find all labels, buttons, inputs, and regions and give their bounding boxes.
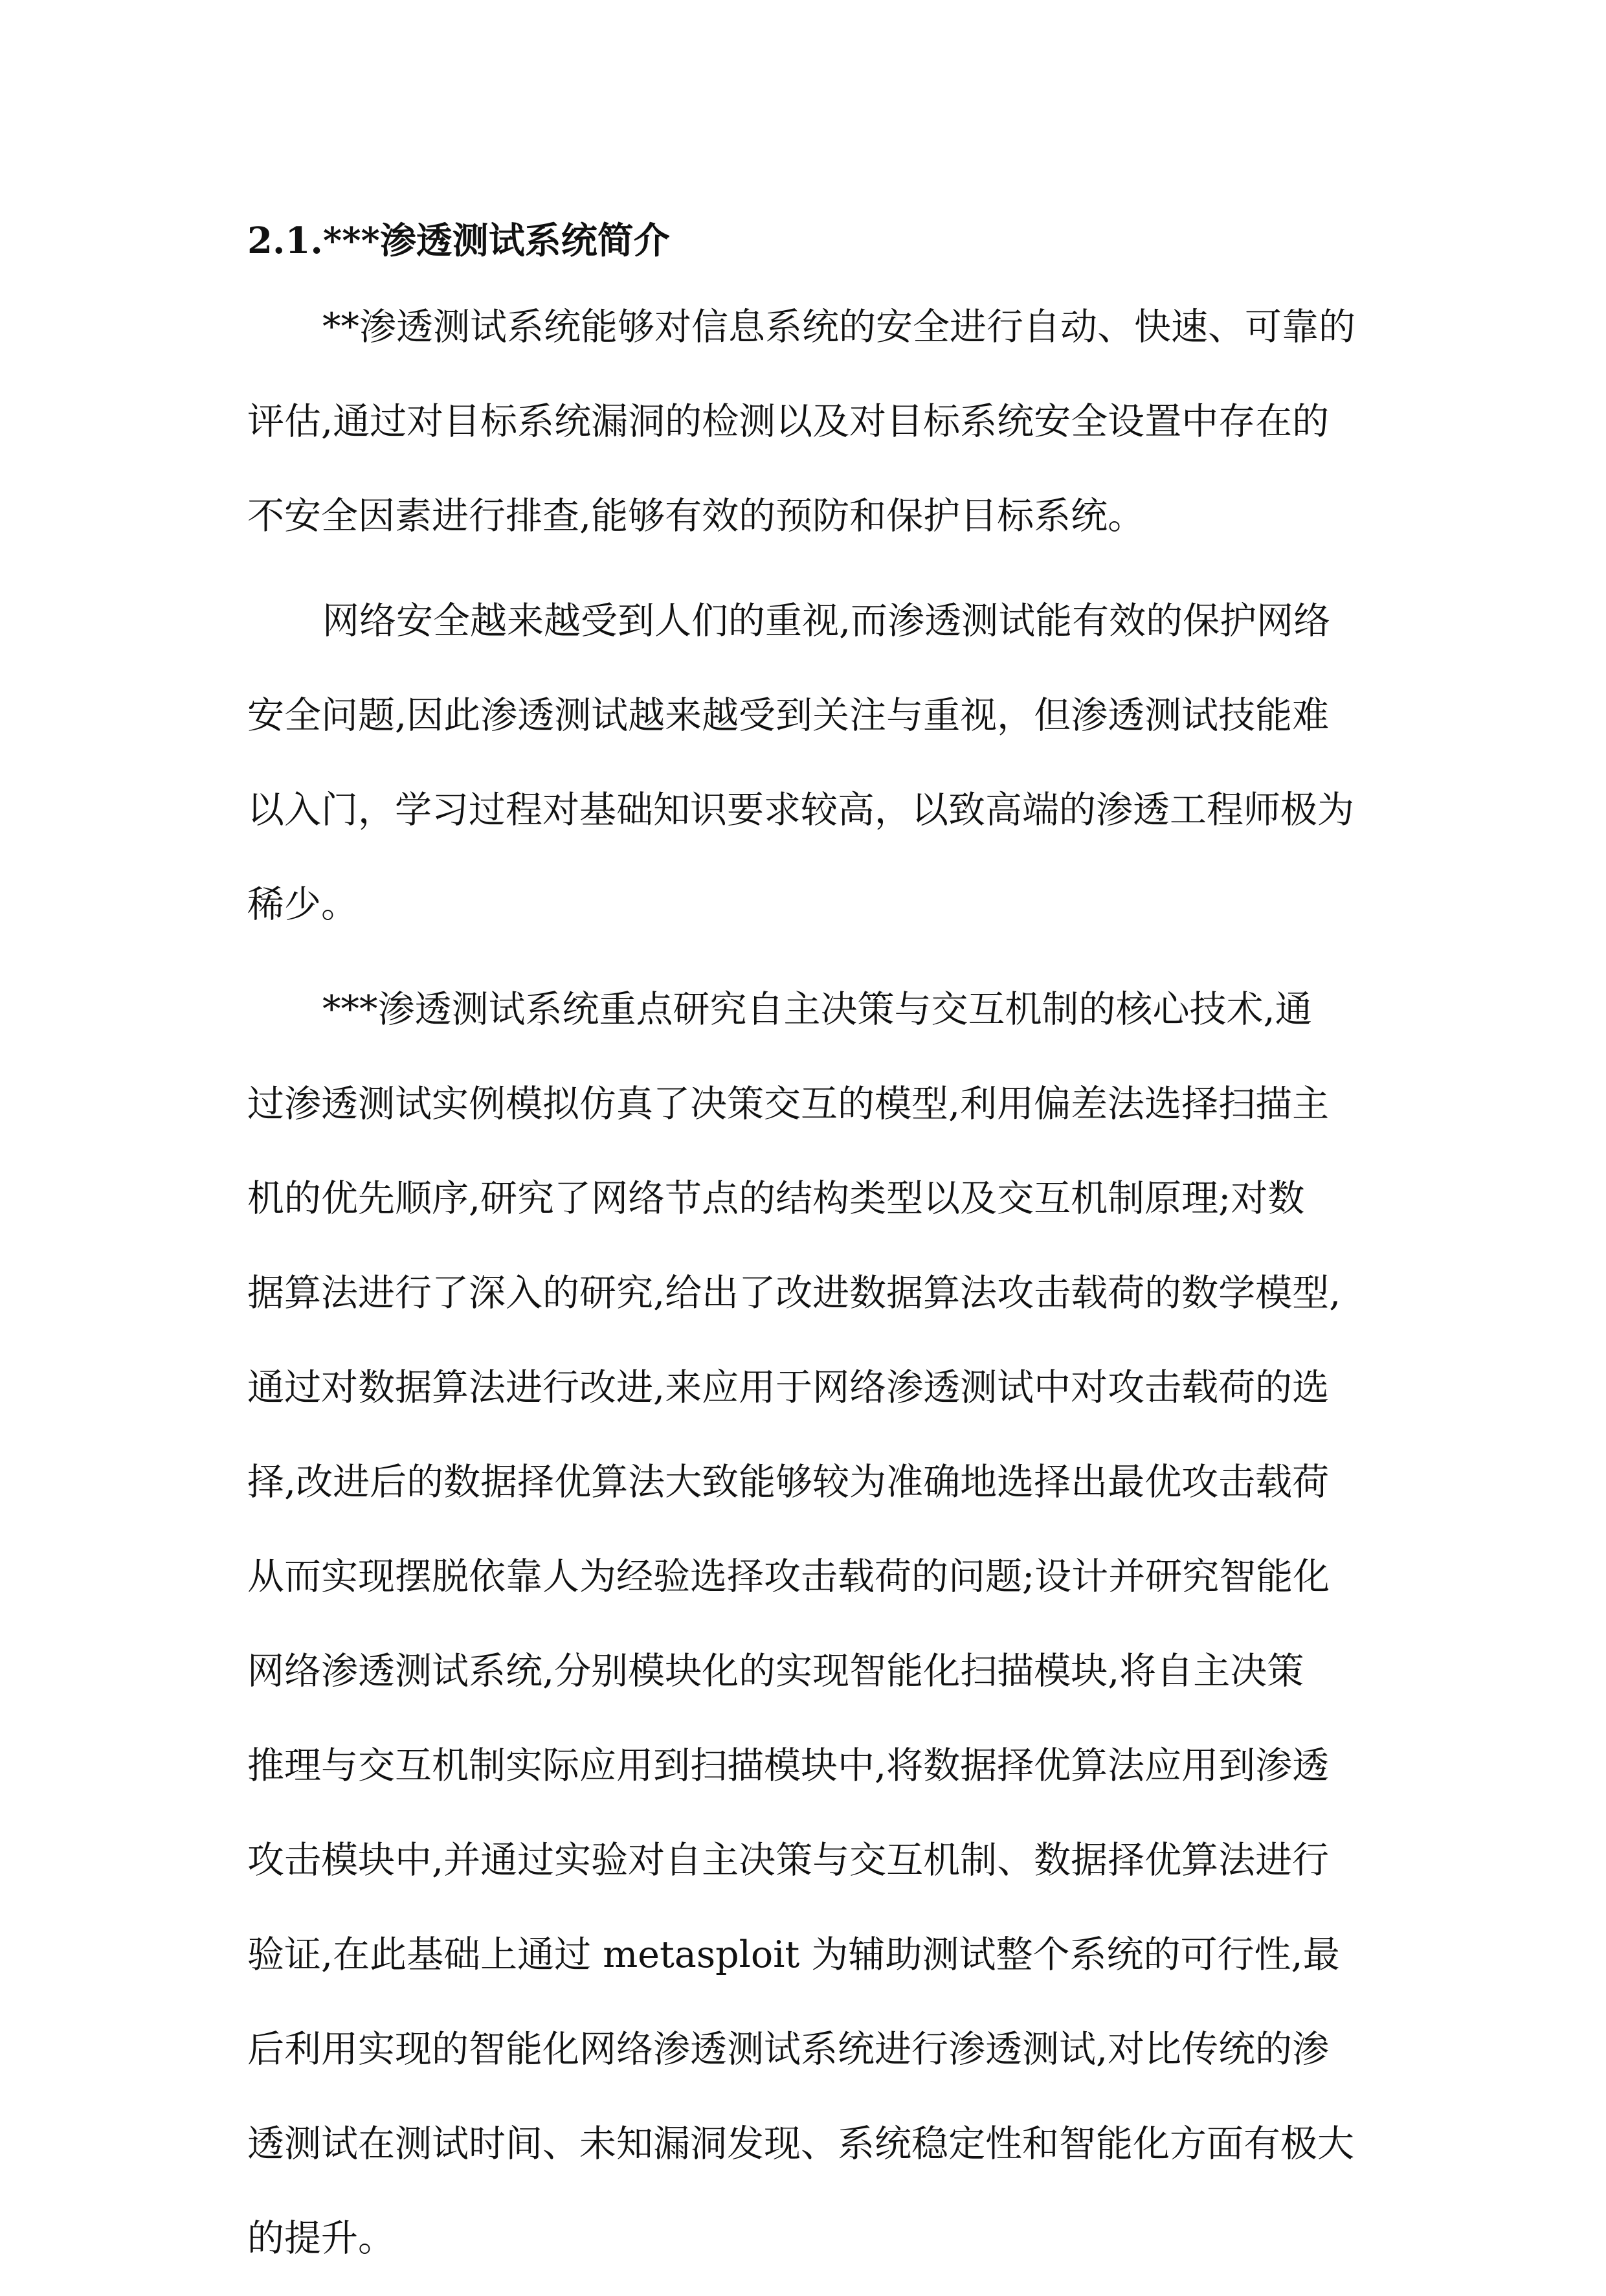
paragraph-line: 以入门，学习过程对基础知识要求较高，以致高端的渗透工程师极为 <box>247 789 1354 831</box>
paragraph-line: 择,改进后的数据择优算法大致能够较为准确地选择出最优攻击载荷 <box>247 1461 1330 1503</box>
section-heading: 2.1.***渗透测试系统简介 <box>247 219 670 262</box>
paragraph-line: 稀少。 <box>247 883 358 926</box>
paragraph-line: 据算法进行了深入的研究,给出了改进数据算法攻击载荷的数学模型, <box>247 1272 1341 1314</box>
paragraph-line: 过渗透测试实例模拟仿真了决策交互的模型,利用偏差法选择扫描主 <box>247 1083 1330 1125</box>
paragraph-line: 后利用实现的智能化网络渗透测试系统进行渗透测试,对比传统的渗 <box>247 2028 1330 2071</box>
document-body <box>247 208 1374 2296</box>
paragraph-line: 攻击模块中,并通过实验对自主决策与交互机制、数据择优算法进行 <box>247 1839 1330 1882</box>
paragraph-line: **渗透测试系统能够对信息系统的安全进行自动、快速、可靠的 <box>322 306 1355 348</box>
paragraph-line: 透测试在测试时间、未知漏洞发现、系统稳定性和智能化方面有极大 <box>247 2122 1354 2165</box>
paragraph-line: 通过对数据算法进行改进,来应用于网络渗透测试中对攻击载荷的选 <box>247 1366 1330 1409</box>
paragraph-line: 推理与交互机制实际应用到扫描模块中,将数据择优算法应用到渗透 <box>247 1744 1330 1787</box>
paragraph-line: 安全问题,因此渗透测试越来越受到关注与重视，但渗透测试技能难 <box>247 694 1330 737</box>
section-heading-wrapper <box>247 208 1374 273</box>
paragraph-line: 网络安全越来越受到人们的重视,而渗透测试能有效的保护网络 <box>322 600 1331 642</box>
paragraph-line: 不安全因素进行排查,能够有效的预防和保护目标系统。 <box>247 495 1145 537</box>
paragraph-line: ***渗透测试系统重点研究自主决策与交互机制的核心技术,通 <box>322 988 1312 1031</box>
paragraph-2 <box>247 574 1374 952</box>
paragraph-line: 评估,通过对目标系统漏洞的检测以及对目标系统安全设置中存在的 <box>247 400 1330 443</box>
paragraph-line: 网络渗透测试系统,分别模块化的实现智能化扫描模块,将自主决策 <box>247 1650 1304 1693</box>
paragraph-1 <box>247 280 1374 563</box>
paragraph-line: 机的优先顺序,研究了网络节点的结构类型以及交互机制原理;对数 <box>247 1177 1305 1220</box>
paragraph-line: 验证,在此基础上通过 metasploit 为辅助测试整个系统的可行性,最 <box>247 1933 1340 1976</box>
paragraph-3 <box>247 962 1374 2286</box>
paragraph-line: 从而实现摆脱依靠人为经验选择攻击载荷的问题;设计并研究智能化 <box>247 1555 1330 1598</box>
paragraph-line: 的提升。 <box>247 2217 395 2260</box>
